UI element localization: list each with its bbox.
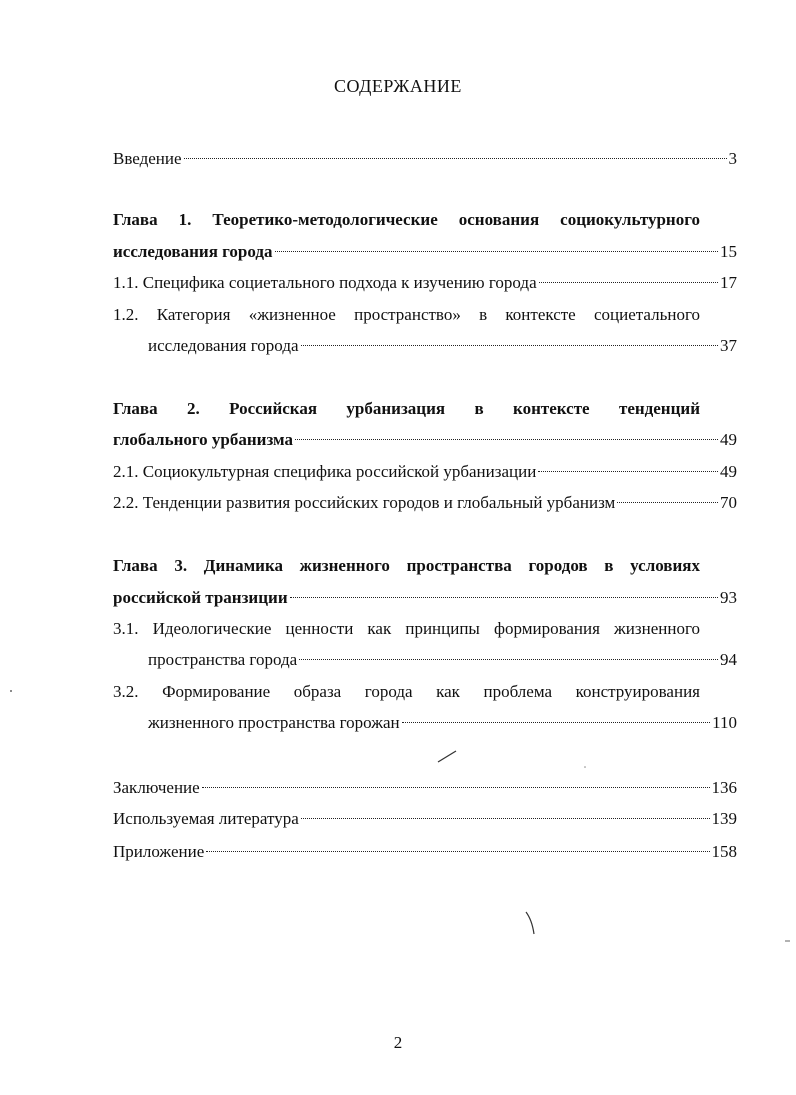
toc-label: 2.2. Тенденции развития российских городов и глобальный урбанизм bbox=[113, 493, 616, 512]
toc-label: жизненного пространства горожан bbox=[148, 713, 400, 732]
toc-entry-2-1 bbox=[113, 460, 737, 484]
leader-dots bbox=[295, 439, 718, 440]
toc-entry-appendix bbox=[113, 840, 737, 864]
toc-entry-1-2 bbox=[148, 334, 737, 358]
toc-entry-2-2 bbox=[113, 491, 737, 515]
toc-label: пространства города bbox=[148, 650, 298, 669]
toc-entry-chapter-1 bbox=[113, 240, 737, 264]
toc-entry-1-2-line1: 1.2. Категория «жизненное пространство» в контексте социетального bbox=[113, 305, 700, 324]
toc-page: 70 bbox=[720, 493, 737, 512]
leader-dots bbox=[301, 818, 710, 819]
leader-dots bbox=[202, 787, 710, 788]
toc-entry-1-1 bbox=[113, 271, 737, 295]
toc-label: исследования города bbox=[113, 242, 273, 261]
pen-mark bbox=[436, 748, 458, 764]
toc-entry-3-2 bbox=[148, 711, 737, 735]
toc-page: 93 bbox=[720, 588, 737, 607]
speck-mark bbox=[582, 764, 588, 770]
leader-dots bbox=[206, 851, 709, 852]
speck-mark bbox=[8, 688, 14, 694]
chapter-2-title-line1: Глава 2. Российская урбанизация в контексте тенденций bbox=[113, 399, 700, 418]
toc-page: 110 bbox=[712, 713, 737, 732]
toc-page: 139 bbox=[711, 809, 737, 828]
toc-page: 17 bbox=[720, 273, 737, 292]
speck-mark bbox=[784, 938, 792, 944]
toc-label: российской транзиции bbox=[113, 588, 288, 607]
toc-page: 49 bbox=[720, 462, 737, 481]
chapter-1-title-line1: Глава 1. Теоретико-методологические основания социокультурного bbox=[113, 210, 700, 229]
toc-entry-chapter-3 bbox=[113, 586, 737, 610]
toc-page: 136 bbox=[711, 778, 737, 797]
toc-page: 37 bbox=[720, 336, 737, 355]
toc-entry-3-1 bbox=[148, 648, 737, 672]
toc-label: исследования города bbox=[148, 336, 299, 355]
toc-entry-conclusion bbox=[113, 776, 737, 800]
leader-dots bbox=[301, 345, 718, 346]
toc-page: 15 bbox=[720, 242, 737, 261]
pen-mark bbox=[524, 910, 538, 936]
toc-label: Введение bbox=[113, 149, 182, 168]
toc-page: 158 bbox=[711, 842, 737, 861]
leader-dots bbox=[275, 251, 719, 252]
toc-page: 3 bbox=[728, 149, 737, 168]
leader-dots bbox=[184, 158, 727, 159]
leader-dots bbox=[299, 659, 718, 660]
leader-dots bbox=[617, 502, 718, 503]
toc-entry-3-1-line1: 3.1. Идеологические ценности как принципы формирования жизненного bbox=[113, 619, 700, 638]
toc-entry-chapter-2 bbox=[113, 428, 737, 452]
toc-label: Приложение bbox=[113, 842, 205, 861]
toc-page: 49 bbox=[720, 430, 737, 449]
page-title: СОДЕРЖАНИЕ bbox=[334, 76, 462, 96]
toc-entry-3-2-line1: 3.2. Формирование образа города как проблема конструирования bbox=[113, 682, 700, 701]
toc-entry-literature bbox=[113, 807, 737, 831]
toc-page: 94 bbox=[720, 650, 737, 669]
leader-dots bbox=[402, 722, 710, 723]
leader-dots bbox=[538, 471, 718, 472]
toc-label: глобального урбанизма bbox=[113, 430, 294, 449]
leader-dots bbox=[539, 282, 718, 283]
page-number: 2 bbox=[393, 1033, 403, 1052]
toc-label: 2.1. Социокультурная специфика российской урбанизации bbox=[113, 462, 537, 481]
toc-label: Используемая литература bbox=[113, 809, 299, 828]
chapter-3-title-line1: Глава 3. Динамика жизненного пространства городов в условиях bbox=[113, 556, 700, 575]
toc-entry-intro bbox=[113, 147, 737, 171]
toc-label: 1.1. Специфика социетального подхода к изучению города bbox=[113, 273, 537, 292]
leader-dots bbox=[290, 597, 718, 598]
toc-label: Заключение bbox=[113, 778, 200, 797]
